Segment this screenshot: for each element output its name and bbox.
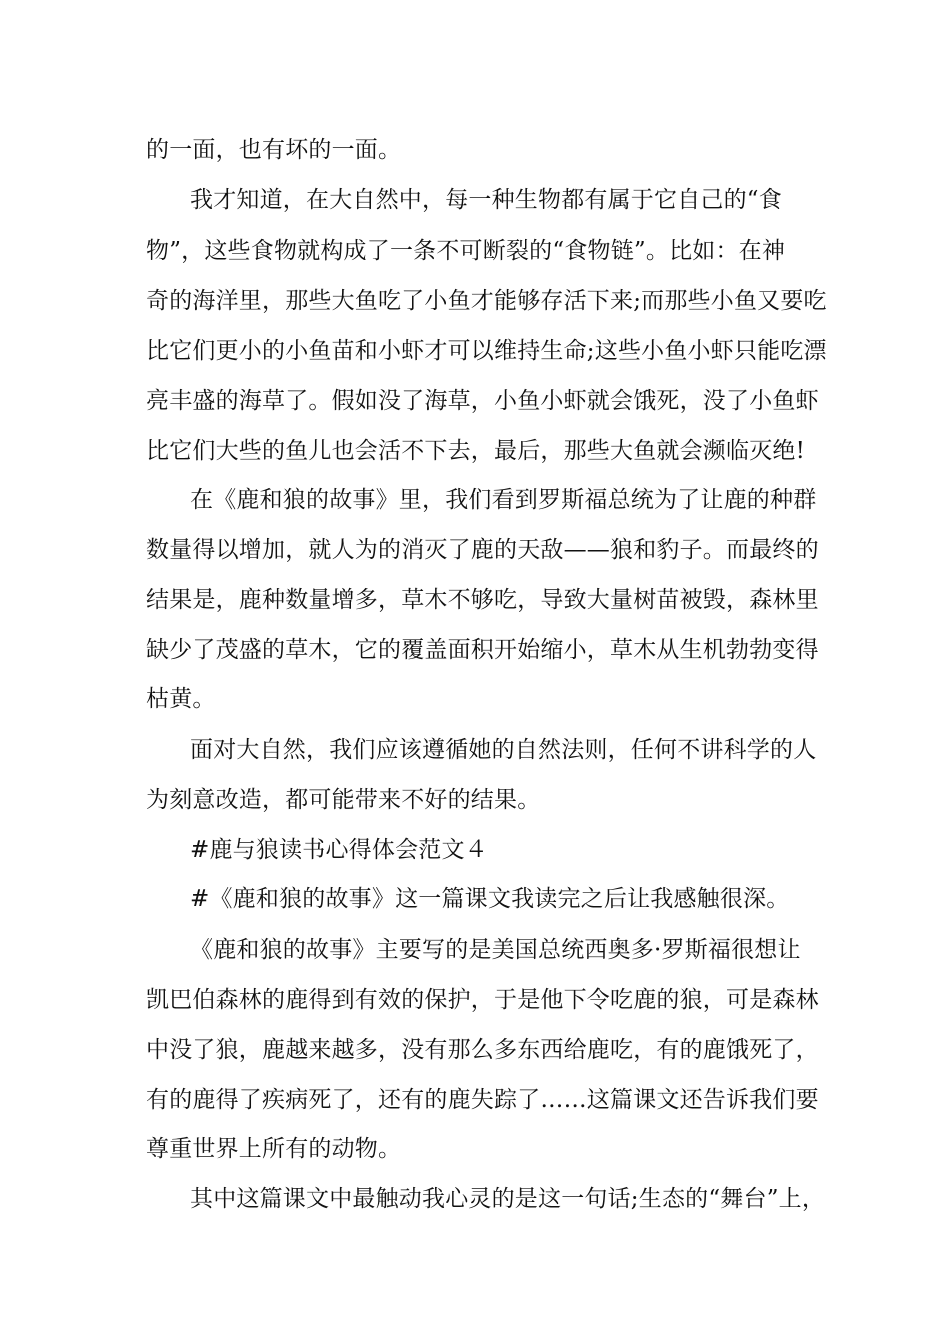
text-line: 比它们大些的鱼儿也会活不下去，最后，那些大鱼就会濒临灭绝! bbox=[146, 438, 806, 464]
text-line: 亮丰盛的海草了。假如没了海草，小鱼小虾就会饿死，没了小鱼虾 bbox=[146, 388, 819, 414]
text-line: 中没了狼，鹿越来越多，没有那么多东西给鹿吃，有的鹿饿死了， bbox=[146, 1037, 819, 1063]
text-line: 的一面，也有坏的一面。 bbox=[146, 137, 402, 163]
text-line: 尊重世界上所有的动物。 bbox=[146, 1136, 402, 1162]
text-line: 为刻意改造，都可能带来不好的结果。 bbox=[146, 787, 541, 813]
text-line: 有的鹿得了疾病死了，还有的鹿失踪了……这篇课文还告诉我们要 bbox=[146, 1087, 819, 1113]
text-line: 数量得以增加，就人为的消灭了鹿的天敌——狼和豹子。而最终的 bbox=[146, 537, 819, 563]
text-line: 缺少了茂盛的草木，它的覆盖面积开始缩小，草木从生机勃勃变得 bbox=[146, 637, 819, 663]
text-line: 奇的海洋里，那些大鱼吃了小鱼才能够存活下来;而那些小鱼又要吃 bbox=[146, 288, 827, 314]
text-line: 结果是，鹿种数量增多，草木不够吃，导致大量树苗被毁，森林里 bbox=[146, 587, 819, 613]
section-heading: #鹿与狼读书心得体会范文４ bbox=[190, 837, 488, 863]
paragraph-start: 其中这篇课文中最触动我心灵的是这一句话;生态的“舞台”上， bbox=[190, 1186, 826, 1212]
text-line: 物”，这些食物就构成了一条不可断裂的“食物链”。比如：在神 bbox=[146, 238, 786, 264]
paragraph-start: 《鹿和狼的故事》主要写的是美国总统西奥多·罗斯福很想让 bbox=[190, 937, 801, 963]
paragraph-start: 在《鹿和狼的故事》里，我们看到罗斯福总统为了让鹿的种群 bbox=[190, 487, 817, 513]
paragraph-start: 面对大自然，我们应该遵循她的自然法则，任何不讲科学的人 bbox=[190, 737, 817, 763]
text-line: 凯巴伯森林的鹿得到有效的保护，于是他下令吃鹿的狼，可是森林 bbox=[146, 987, 819, 1013]
paragraph-start: 我才知道，在大自然中，每一种生物都有属于它自己的“食 bbox=[190, 187, 782, 213]
section-heading: #《鹿和狼的故事》这一篇课文我读完之后让我感触很深。 bbox=[190, 886, 790, 912]
text-line: 比它们更小的小鱼苗和小虾才可以维持生命;这些小鱼小虾只能吃漂 bbox=[146, 338, 827, 364]
text-line: 枯黄。 bbox=[146, 686, 216, 712]
